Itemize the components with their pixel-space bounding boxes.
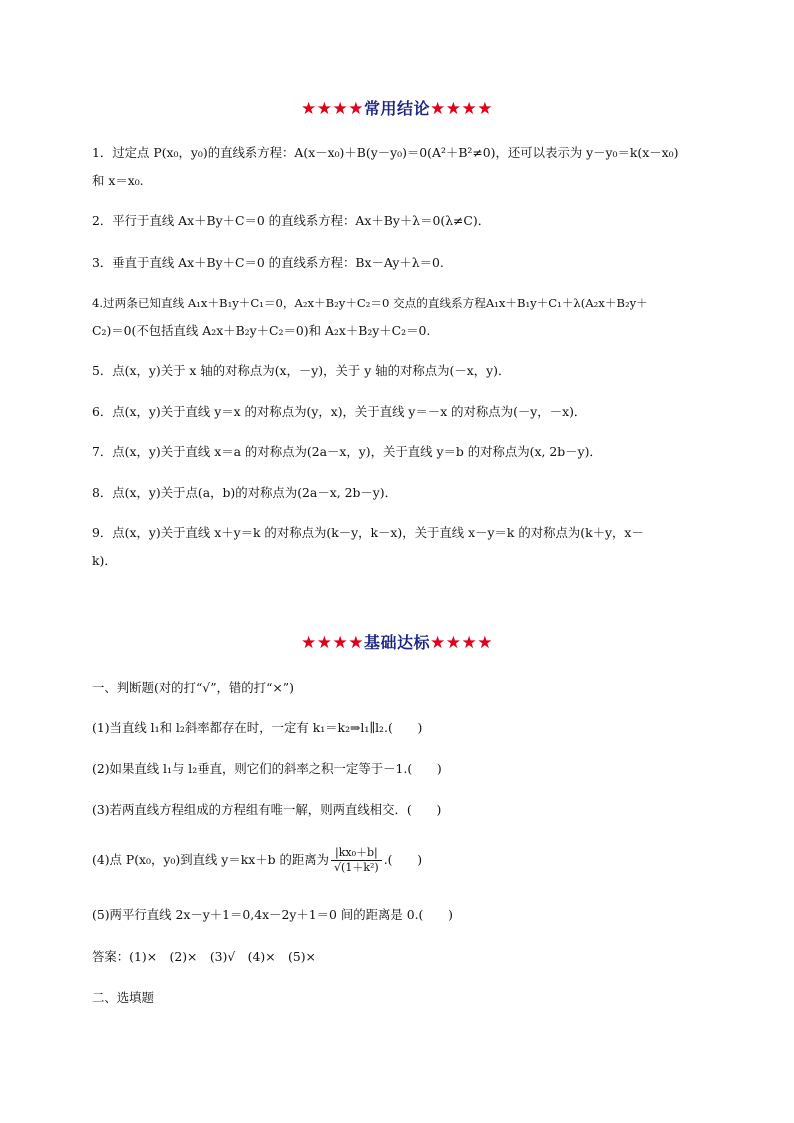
judgment-3: (3)若两直线方程组成的方程组有唯一解，则两直线相交．( )	[92, 802, 442, 817]
conclusion-4-line1: 4.过两条已知直线 A₁x＋B₁y＋C₁＝0，A₂x＋B₂y＋C₂＝0 交点的直线系方程A₁x＋B₁y＋C₁＋λ(A₂x＋B₂y＋	[92, 296, 648, 310]
conclusion-2: 2．平行于直线 Ax＋By＋C＝0 的直线系方程：Ax＋By＋λ＝0(λ≠C)．	[92, 213, 491, 228]
stars-right: ★★★★	[430, 633, 493, 653]
judgment-4-prefix: (4)点 P(x₀，y₀)到直线 y＝kx＋b 的距离为	[92, 852, 330, 867]
conclusion-7: 7．点(x，y)关于直线 x＝a 的对称点为(2a－x，y)，关于直线 y＝b 的对称点为(x, 2b－y)．	[92, 444, 602, 459]
stars-left: ★★★★	[301, 99, 364, 119]
judgment-1: (1)当直线 l₁和 l₂斜率都存在时，一定有 k₁＝k₂⇒l₁∥l₂.( )	[92, 720, 423, 735]
conclusion-5: 5．点(x，y)关于 x 轴的对称点为(x，－y)，关于 y 轴的对称点为(－x，y)．	[92, 363, 511, 378]
section-title-text: 基础达标	[363, 633, 430, 652]
fraction-denominator: √(1＋k²)	[334, 861, 379, 874]
section-title-conclusions	[0, 96, 794, 119]
conclusion-9-line2: k)．	[92, 553, 117, 568]
conclusion-9-line1: 9．点(x，y)关于直线 x＋y＝k 的对称点为(k－y，k－x)，关于直线 x－y＝k 的对称点为(k＋y，x－	[92, 525, 644, 540]
conclusion-1-line2: 和 x＝x₀.	[92, 173, 144, 188]
conclusion-6: 6．点(x，y)关于直线 y＝x 的对称点为(y，x)，关于直线 y＝－x 的对称点为(－y，－x)．	[92, 404, 587, 419]
judgment-4-suffix: .( )	[383, 852, 423, 867]
fraction-numerator: |kx₀＋b|	[331, 846, 382, 861]
conclusion-4-line2: C₂)＝0(不包括直线 A₂x＋B₂y＋C₂＝0)和 A₂x＋B₂y＋C₂＝0.	[92, 323, 431, 338]
answer-line: 答案：(1)× (2)× (3)√ (4)× (5)×	[92, 949, 316, 964]
section-title-text: 常用结论	[363, 99, 430, 118]
judgment-2: (2)如果直线 l₁与 l₂垂直，则它们的斜率之积一定等于－1.( )	[92, 761, 442, 776]
part1-heading: 一、判断题(对的打“√”，错的打“×”)	[92, 680, 294, 695]
conclusion-1-line1: 1．过定点 P(x₀，y₀)的直线系方程：A(x－x₀)＋B(y－y₀)＝0(A²＋B²≠0)，还可以表示为 y－y₀＝k(x－x₀)	[92, 145, 679, 160]
stars-left: ★★★★	[301, 633, 364, 653]
part2-heading: 二、选填题	[92, 990, 154, 1005]
judgment-4	[92, 842, 712, 878]
distance-fraction	[331, 846, 382, 875]
conclusion-8: 8．点(x，y)关于点(a，b)的对称点为(2a－x, 2b－y)．	[92, 485, 398, 500]
stars-right: ★★★★	[430, 99, 493, 119]
judgment-5: (5)两平行直线 2x－y＋1＝0,4x－2y＋1＝0 间的距离是 0.( )	[92, 907, 453, 922]
conclusion-3: 3．垂直于直线 Ax＋By＋C＝0 的直线系方程：Bx－Ay＋λ＝0.	[92, 255, 444, 270]
section-title-basics	[0, 630, 794, 653]
